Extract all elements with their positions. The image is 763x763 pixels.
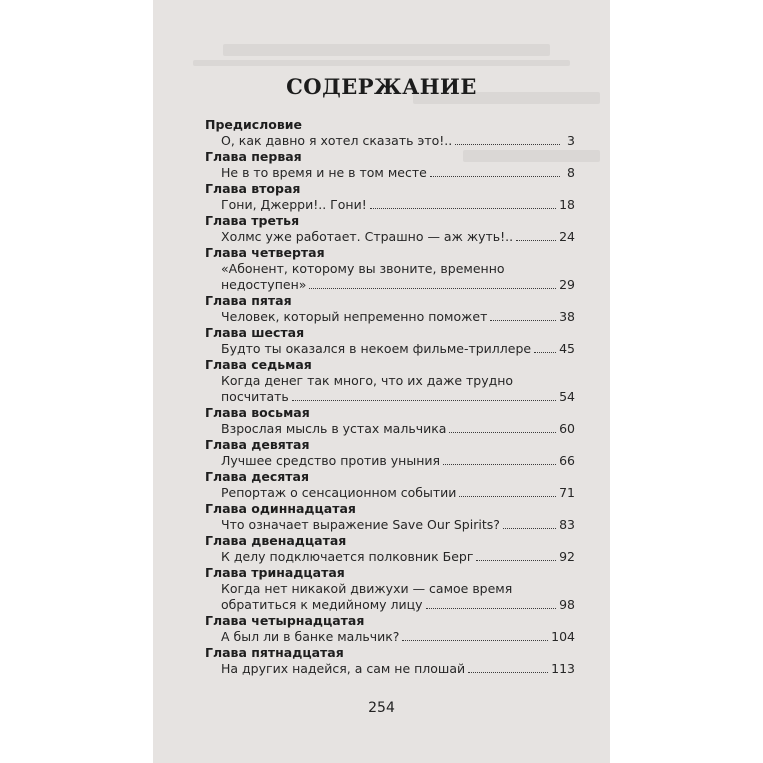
- page-ref: 98: [559, 597, 575, 612]
- dot-leader: [490, 320, 556, 321]
- chapter-heading: Глава четырнадцатая: [205, 613, 365, 628]
- page-ref: 54: [559, 389, 575, 404]
- chapter-title: О, как давно я хотел сказать это!..: [221, 133, 453, 148]
- dot-leader: [402, 640, 548, 641]
- chapter-heading: Глава пятнадцатая: [205, 645, 344, 660]
- chapter-title: На других надейся, а сам не плошай: [221, 661, 466, 676]
- page-ref: 113: [551, 661, 575, 676]
- toc-entry: [205, 629, 575, 645]
- chapter-heading: Глава десятая: [205, 469, 309, 484]
- chapter-title: Взрослая мысль в устах мальчика: [221, 421, 447, 436]
- chapter-title-line: Когда нет никакой движухи — самое время: [221, 581, 513, 596]
- chapter-heading: Глава вторая: [205, 181, 301, 196]
- chapter-title: обратиться к медийному лицу: [221, 597, 423, 612]
- chapter-title-line: Когда денег так много, что их даже трудно: [221, 373, 514, 388]
- chapter-heading: Глава восьмая: [205, 405, 310, 420]
- bleed-through-text: [193, 60, 570, 66]
- bleed-through-text: [223, 44, 550, 56]
- toc-chapter: [205, 149, 575, 181]
- dot-leader: [503, 528, 556, 529]
- toc-chapter: [205, 469, 575, 501]
- book-page: [153, 0, 610, 763]
- toc-entry: [205, 341, 575, 357]
- toc-entry: [205, 133, 575, 149]
- toc-chapter: [205, 501, 575, 533]
- toc-entry: [205, 229, 575, 245]
- page-ref: 29: [559, 277, 575, 292]
- chapter-title: Гони, Джерри!.. Гони!: [221, 197, 367, 212]
- page-ref: 83: [559, 517, 575, 532]
- dot-leader: [455, 144, 560, 145]
- toc-entry: [205, 165, 575, 181]
- toc-entry: [205, 197, 575, 213]
- chapter-heading: Предисловие: [205, 117, 303, 132]
- dot-leader: [534, 352, 556, 353]
- dot-leader: [449, 432, 556, 433]
- chapter-title: посчитать: [221, 389, 289, 404]
- chapter-title: Что означает выражение Save Our Spirits?: [221, 517, 500, 532]
- toc-chapter: [205, 645, 575, 677]
- dot-leader: [516, 240, 556, 241]
- toc-chapter: [205, 325, 575, 357]
- chapter-heading: Глава двенадцатая: [205, 533, 347, 548]
- toc-entry: [205, 373, 575, 405]
- chapter-title: недоступен»: [221, 277, 307, 292]
- chapter-heading: Глава третья: [205, 213, 300, 228]
- dot-leader: [370, 208, 556, 209]
- chapter-title: Холмс уже работает. Страшно — аж жуть!..: [221, 229, 514, 244]
- toc-chapter: [205, 565, 575, 613]
- toc-chapter: [205, 357, 575, 405]
- chapter-title: Человек, который непременно поможет: [221, 309, 488, 324]
- dot-leader: [426, 608, 557, 609]
- page-ref: 8: [567, 165, 575, 180]
- page-title: СОДЕРЖАНИЕ: [286, 74, 477, 99]
- toc-chapter: [205, 405, 575, 437]
- dot-leader: [468, 672, 548, 673]
- chapter-heading: Глава одиннадцатая: [205, 501, 356, 516]
- page-number: 254: [368, 700, 395, 716]
- dot-leader: [292, 400, 556, 401]
- toc-chapter: [205, 533, 575, 565]
- page-ref: 45: [559, 341, 575, 356]
- chapter-title: К делу подключается полковник Берг: [221, 549, 474, 564]
- toc-chapter: [205, 245, 575, 293]
- page-ref: 104: [551, 629, 575, 644]
- toc-entry: [205, 581, 575, 613]
- page-ref: 60: [559, 421, 575, 436]
- page-ref: 92: [559, 549, 575, 564]
- chapter-heading: Глава тринадцатая: [205, 565, 345, 580]
- toc-entry: [205, 421, 575, 437]
- chapter-title: Репортаж о сенсационном событии: [221, 485, 457, 500]
- chapter-title: Будто ты оказался в некоем фильме-триллере: [221, 341, 532, 356]
- toc-entry: [205, 309, 575, 325]
- chapter-heading: Глава седьмая: [205, 357, 312, 372]
- toc-chapter: [205, 213, 575, 245]
- toc-chapter: [205, 117, 575, 149]
- chapter-title: Не в то время и не в том месте: [221, 165, 427, 180]
- toc-chapter: [205, 613, 575, 645]
- toc-entry: [205, 261, 575, 293]
- dot-leader: [309, 288, 556, 289]
- chapter-heading: Глава девятая: [205, 437, 310, 452]
- page-ref: 18: [559, 197, 575, 212]
- table-of-contents: [205, 117, 575, 677]
- page-ref: 71: [559, 485, 575, 500]
- chapter-heading: Глава четвертая: [205, 245, 325, 260]
- chapter-title-line: «Абонент, которому вы звоните, временно: [221, 261, 505, 276]
- dot-leader: [430, 176, 560, 177]
- toc-chapter: [205, 181, 575, 213]
- dot-leader: [459, 496, 556, 497]
- page-ref: 24: [559, 229, 575, 244]
- toc-entry: [205, 517, 575, 533]
- page-ref: 3: [567, 133, 575, 148]
- chapter-heading: Глава первая: [205, 149, 302, 164]
- chapter-heading: Глава пятая: [205, 293, 292, 308]
- chapter-heading: Глава шестая: [205, 325, 305, 340]
- toc-entry: [205, 485, 575, 501]
- dot-leader: [443, 464, 556, 465]
- chapter-title: Лучшее средство против уныния: [221, 453, 441, 468]
- page-ref: 38: [559, 309, 575, 324]
- toc-entry: [205, 661, 575, 677]
- page-ref: 66: [559, 453, 575, 468]
- toc-entry: [205, 453, 575, 469]
- toc-chapter: [205, 437, 575, 469]
- dot-leader: [476, 560, 556, 561]
- chapter-title: А был ли в банке мальчик?: [221, 629, 400, 644]
- toc-entry: [205, 549, 575, 565]
- toc-chapter: [205, 293, 575, 325]
